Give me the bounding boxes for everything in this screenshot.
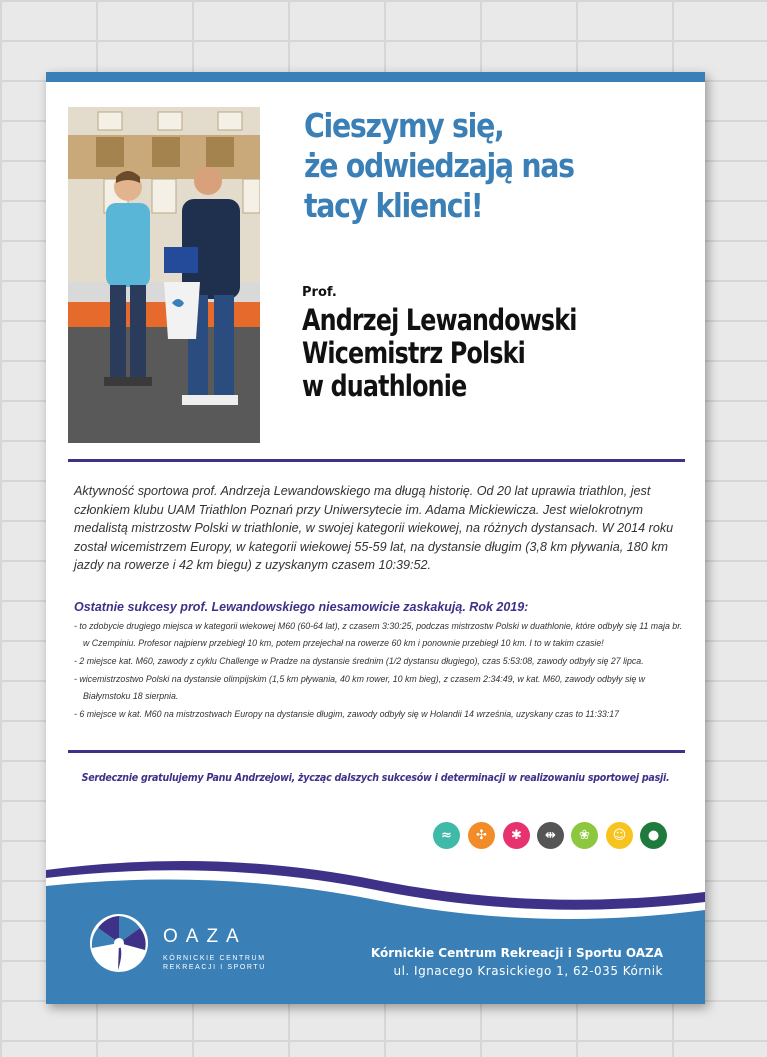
headline-line: tacy klienci! bbox=[304, 186, 483, 225]
list-item: - wicemistrzostwo Polski na dystansie olimpijskim (1,5 km pływania, 40 km rower, 10 km bieg), z czasem 2:34:49, w kat. M60, zawody odbyły się w Białymstoku 18 sierpnia. bbox=[74, 674, 646, 701]
headline-line: Cieszymy się, bbox=[304, 106, 504, 145]
list-item: - to zdobycie drugiego miejsca w kategorii wiekowej M60 (60-64 lat), z czasem 3:30:25, podczas mistrzostw Polski w duathlonie, które odbyły się 11 maja br. w Czempiniu. Profesor najpierw przebiegł 10 km, potem przejechał na rowerze 60 km i ponownie przebiegł 10 km. I to w takim czasie! bbox=[74, 621, 683, 648]
footer-address bbox=[371, 944, 663, 980]
person-discipline: w duathlonie bbox=[302, 369, 467, 403]
ball-icon: ● bbox=[640, 822, 667, 849]
activity-icons bbox=[433, 822, 673, 852]
logo-subtitle-line: REKREACJI I SPORTU bbox=[163, 964, 266, 971]
list-item: - 6 miejsce w kat. M60 na mistrzostwach Europy na dystansie długim, zawody odbyły się w Holandii 14 września, uzyskany czas to 11:33:17 bbox=[74, 709, 620, 719]
successes-list bbox=[74, 618, 689, 724]
group-exercise-icon: ✱ bbox=[503, 822, 530, 849]
prof-label: Prof. bbox=[302, 285, 337, 300]
logo-subtitle bbox=[163, 954, 266, 972]
person-name: Andrzej Lewandowski bbox=[302, 303, 577, 337]
organization-name: Kórnickie Centrum Rekreacji i Sportu OAZA bbox=[370, 946, 663, 960]
fitness-icon: ✣ bbox=[468, 822, 495, 849]
successes-title: Ostatnie sukcesy prof. Lewandowskiego niesamowicie zaskakują. Rok 2019: bbox=[74, 600, 529, 614]
lotus-icon: ❀ bbox=[571, 822, 598, 849]
oaza-logo-icon bbox=[88, 912, 150, 974]
divider-top bbox=[68, 459, 685, 462]
photo-illustration bbox=[68, 107, 260, 443]
logo-wordmark: OAZA bbox=[163, 926, 247, 947]
divider-bottom bbox=[68, 750, 685, 753]
photo-two-men-handshake bbox=[68, 107, 260, 443]
top-accent-bar bbox=[46, 72, 705, 82]
street-address: ul. Ignacego Krasickiego 1, 62-035 Kórnik bbox=[393, 964, 663, 978]
headline-line: że odwiedzają nas bbox=[304, 146, 574, 185]
congratulations-text: Serdecznie gratulujemy Panu Andrzejowi, życząc dalszych sukcesów i determinacji w realizowaniu sportowej pasji. bbox=[81, 772, 670, 784]
list-item: - 2 miejsce kat. M60, zawody z cyklu Challenge w Pradze na dystansie średnim (1/2 dystansu długiego), czas 5:53:08, zawody odbyły się 27 lipca. bbox=[74, 656, 644, 666]
person-title: Wicemistrz Polski bbox=[302, 336, 526, 370]
swimming-icon: ≈ bbox=[433, 822, 460, 849]
kids-icon: ☺ bbox=[606, 822, 633, 849]
intro-paragraph: Aktywność sportowa prof. Andrzeja Lewandowskiego ma długą historię. Od 20 lat uprawia triathlon, jest członkiem klubu UAM Triathlon Poznań przy Uniwersytecie im. Adama Mickiewicza. Jest wielokrotnym medalistą mistrzostw Polski w triathlonie, w swojej kategorii wiekowej, na różnych dystansach. W 2014 roku został wicemistrzem Europy, w kategorii wiekowej 55-59 lat, na dystansie długim (3,8 km pływania, 180 km jazdy na rowerze i 42 km biegu) z uzyskanym czasem 10:39:52. bbox=[74, 484, 674, 573]
headline bbox=[304, 106, 631, 226]
poster bbox=[46, 72, 705, 1004]
logo-subtitle-line: KÓRNICKIE CENTRUM bbox=[163, 955, 266, 962]
person-name-block bbox=[302, 304, 630, 403]
dumbbell-icon: ⇹ bbox=[537, 822, 564, 849]
